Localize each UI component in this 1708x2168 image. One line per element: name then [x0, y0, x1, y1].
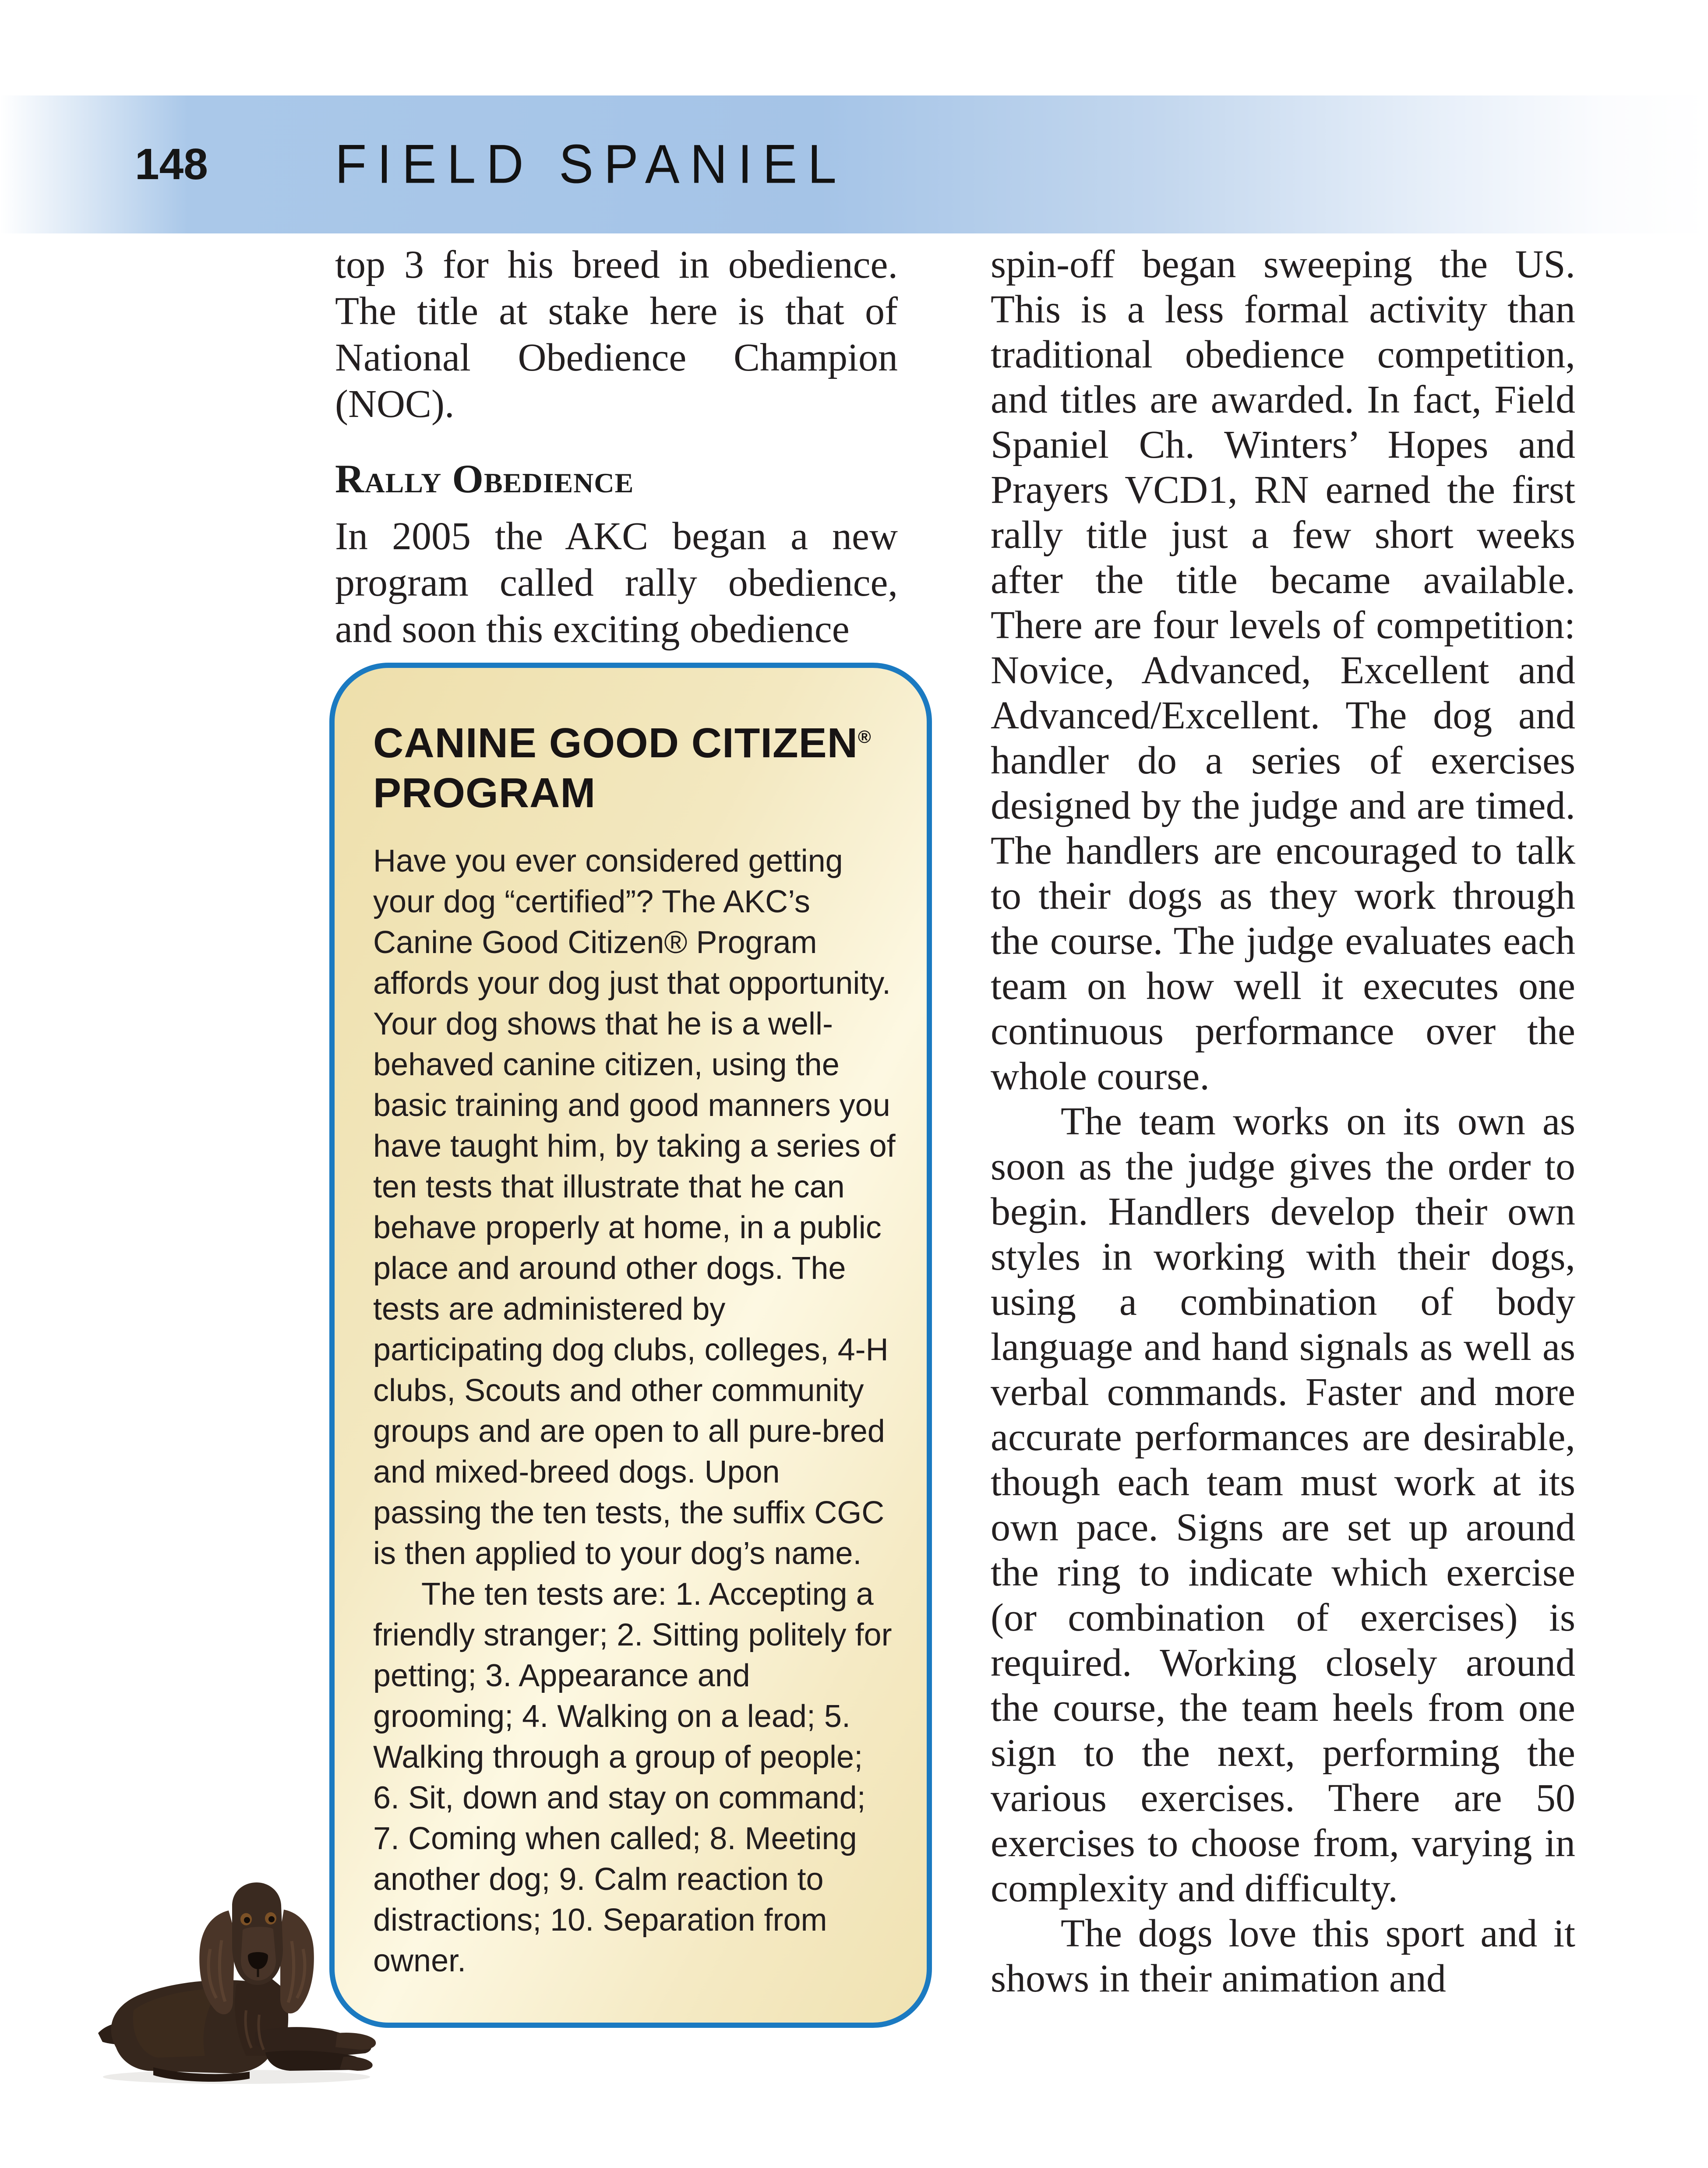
left-column: [335, 242, 898, 653]
page-number: 148: [135, 140, 208, 189]
sidebar-title-text: CANINE GOOD CITIZEN: [373, 720, 858, 766]
paragraph-rally-intro: In 2005 the AKC began a new program called rally obedience, and soon this exciting obedience: [335, 515, 898, 651]
field-spaniel-photo: [92, 1879, 381, 2089]
field-spaniel-illustration: [92, 1879, 381, 2089]
paragraph-team-works: The team works on its own as soon as the judge gives the order to begin. Handlers develop their own styles in working with their dogs, using a combination of body language and hand signals as well as verbal commands. Faster and more accurate performances are desirable, though each team must work at its own pace. Signs are set up around the ring to indicate which exercise (or combination of exercises) is required. Working closely around the course, the team heels from one sign to the next, performing the various exercises. There are 50 exercises to choose from, varying in complexity and difficulty.: [991, 1100, 1575, 1910]
sidebar-title: [373, 712, 896, 818]
right-column: [991, 242, 1575, 2001]
sidebar-canine-good-citizen-box: [329, 663, 932, 2028]
page-title: FIELD SPANIEL: [335, 134, 847, 195]
sidebar-paragraph-ten-tests: The ten tests are: 1. Accepting a friendly stranger; 2. Sitting politely for petting; 3. Appearance and grooming; 4. Walking on a lead; 5. Walking through a group of people; 6. Sit, down and stay on command; 7. Coming when called; 8. Meeting another dog; 9. Calm reaction to distractions; 10. Separation from owner.: [373, 1577, 892, 1978]
paragraph-dogs-love-sport: The dogs love this sport and it shows in their animation and: [991, 1912, 1575, 2000]
section-heading-rally-obedience: Rally Obedience: [335, 456, 634, 501]
paragraph-noc-title: top 3 for his breed in obedience. The title at stake here is that of National Obedience Champion (NOC).: [335, 243, 898, 426]
header-bar: [0, 95, 1708, 233]
sidebar-title-line1: [373, 712, 896, 768]
sidebar-paragraph-overview: Have you ever considered getting your dog “certified”? The AKC’s Canine Good Citizen® Program affords your dog just that opportunity. Your dog shows that he is a well-behaved canine citizen, using the basic training and good manners you have taught him, by taking a series of ten tests that illustrate that he can behave properly at home, in a public place and around other dogs. The tests are administered by participating dog clubs, colleges, 4-H clubs, Scouts and other community groups and are open to all pure-bred and mixed-breed dogs. Upon passing the ten tests, the suffix CGC is then applied to your dog’s name.: [373, 844, 896, 1571]
paragraph-rally-description: spin-off began sweeping the US. This is a less formal activity than traditional obedience competition, and titles are awarded. In fact, Field Spaniel Ch. Winters’ Hopes and Prayers VCD1, RN earned the first rally title just a few short weeks after the title became available. There are four levels of competition: Novice, Advanced, Excellent and Advanced/Excellent. The dog and handler do a series of exercises designed by the judge and are timed. The handlers are encouraged to talk to their dogs as they work through the course. The judge evaluates each team on how well it executes one continuous performance over the whole course.: [991, 243, 1575, 1098]
sidebar-title-line2: PROGRAM: [373, 770, 596, 816]
registered-trademark-symbol: ®: [858, 727, 872, 747]
